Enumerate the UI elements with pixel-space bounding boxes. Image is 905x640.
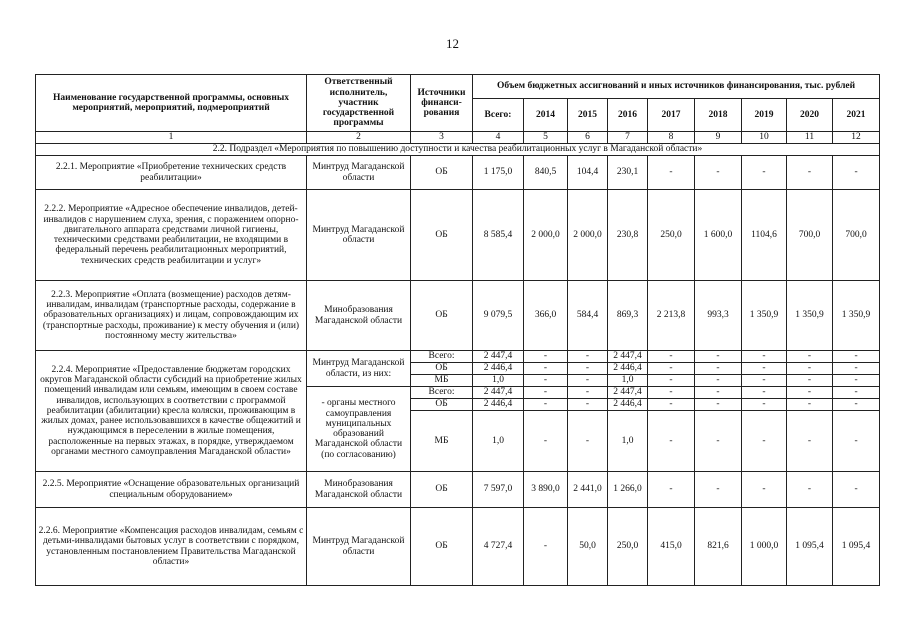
row-value: - [648,411,695,472]
table-row [36,190,880,281]
row-value: - [833,387,880,399]
row-value: 1,0 [473,375,524,387]
column-number: 9 [695,132,742,144]
row-value: - [833,156,880,190]
row-value: 366,0 [524,281,568,351]
row-executor: - органы местного самоуправления муниципальных образований Магаданской области (по согласованию) [307,387,411,472]
row-value: 1 350,9 [787,281,833,351]
row-executor: Минтруд Магаданской области, из них: [307,351,411,387]
row-value: 1 600,0 [695,190,742,281]
row-source: ОБ [411,472,473,508]
header-executor: Ответственный исполнитель, участник государственной программы [307,75,411,132]
column-number: 11 [787,132,833,144]
header-year: 2021 [833,99,880,132]
budget-table [35,74,880,586]
row-value: 1 000,0 [742,508,787,586]
row-executor: Минтруд Магаданской области [307,190,411,281]
row-source: ОБ [411,399,473,411]
row-value: 700,0 [833,190,880,281]
column-number: 5 [524,132,568,144]
row-value: - [787,351,833,363]
row-value: - [648,351,695,363]
header-sources: Источники финанси-рования [411,75,473,132]
row-value: - [648,472,695,508]
row-value: - [833,363,880,375]
row-value: 230,8 [608,190,648,281]
row-value: - [787,363,833,375]
page-number: 12 [446,36,459,51]
row-value: 104,4 [568,156,608,190]
column-number: 12 [833,132,880,144]
row-value: 50,0 [568,508,608,586]
row-value: 840,5 [524,156,568,190]
column-number: 8 [648,132,695,144]
row-value: 2 447,4 [608,351,648,363]
row-value: 250,0 [648,190,695,281]
row-name: 2.2.6. Мероприятие «Компенсация расходов инвалидам, семьям с детьми-инвалидами бытовых услуг в соответствии с порядком, установленным постановлением Правительства Магаданской области» [36,508,307,586]
row-value: - [524,399,568,411]
row-value: 9 079,5 [473,281,524,351]
row-value: 584,4 [568,281,608,351]
row-value: - [742,399,787,411]
row-value: - [742,156,787,190]
row-value: 3 890,0 [524,472,568,508]
row-value: 1 266,0 [608,472,648,508]
row-value: 2 000,0 [524,190,568,281]
row-value: 2 000,0 [568,190,608,281]
row-value: 2 447,4 [608,387,648,399]
row-value: - [742,472,787,508]
row-source: ОБ [411,190,473,281]
row-value: 2 446,4 [473,399,524,411]
row-value: - [524,375,568,387]
column-number: 2 [307,132,411,144]
row-value: 2 447,4 [473,351,524,363]
row-value: 821,6 [695,508,742,586]
row-value: - [648,375,695,387]
row-value: - [568,375,608,387]
row-value: - [833,399,880,411]
row-executor: Минобразования Магаданской области [307,472,411,508]
row-value: 250,0 [608,508,648,586]
row-value: - [648,363,695,375]
row-value: - [695,156,742,190]
row-value: 1,0 [608,375,648,387]
row-value: - [787,399,833,411]
row-value: 2 213,8 [648,281,695,351]
header-name: Наименование государственной программы, основных мероприятий, мероприятий, подмероприятий [36,75,307,132]
row-name: 2.2.2. Мероприятие «Адресное обеспечение инвалидов, детей-инвалидов с нарушением слуха, зрения, с поражением опорно-двигательного аппарата средствами личной гигиены, техническими средствами реабилитации, не входящими в федеральный перечень реабилитационных мероприятий, технических средств реабилитации и услуг» [36,190,307,281]
row-value: 1 350,9 [833,281,880,351]
header-year: 2016 [608,99,648,132]
row-value: - [742,375,787,387]
row-value: - [568,387,608,399]
header-year: 2020 [787,99,833,132]
column-number: 10 [742,132,787,144]
row-value: - [648,156,695,190]
row-value: - [833,411,880,472]
row-source: Всего: [411,351,473,363]
header-volume: Объем бюджетных ассигнований и иных источников финансирования, тыс. рублей [473,75,880,99]
row-value: 1,0 [473,411,524,472]
row-value: - [568,351,608,363]
row-name: 2.2.4. Мероприятие «Предоставление бюджетам городских округов Магаданской области субсидий на приобретение жилых помещений инвалидам или семьям, имеющим в своем составе инвалидов, использующих в соответствии с программой реабилитации (абилитации) кресла коляски, проживающим в жилых домах, ранее использовавшихся в качестве общежитий и нуждающимся в переселении в жилые помещения, расположенные на первых этажах, в порядке, утверждаемом органами местного самоуправления Магаданской области» [36,351,307,472]
column-number: 7 [608,132,648,144]
row-value: - [568,399,608,411]
row-value: - [742,387,787,399]
header-year: 2014 [524,99,568,132]
row-source: ОБ [411,363,473,375]
row-value: 7 597,0 [473,472,524,508]
row-value: - [695,363,742,375]
column-number: 3 [411,132,473,144]
table-row [36,351,880,363]
row-value: 8 585,4 [473,190,524,281]
row-source: ОБ [411,508,473,586]
row-value: 700,0 [787,190,833,281]
row-value: - [568,363,608,375]
row-value: - [524,508,568,586]
row-source: Всего: [411,387,473,399]
row-name: 2.2.3. Мероприятие «Оплата (возмещение) расходов детям-инвалидам, инвалидам (транспортные расходы, содержание в образовательных организациях) и лицам, сопровождающим их (транспортные расходы, проживание) к месту обучения и (или) постоянному месту жительства» [36,281,307,351]
row-value: - [524,351,568,363]
row-value: 1104,6 [742,190,787,281]
column-number: 6 [568,132,608,144]
row-value: - [695,399,742,411]
row-value: - [787,156,833,190]
table-row [36,156,880,190]
table-row [36,472,880,508]
row-value: 1 175,0 [473,156,524,190]
row-executor: Минтруд Магаданской области [307,156,411,190]
table-row [36,508,880,586]
row-value: - [524,387,568,399]
row-source: ОБ [411,281,473,351]
row-value: 2 447,4 [473,387,524,399]
header-total: Всего: [473,99,524,132]
header-year: 2019 [742,99,787,132]
row-value: 2 446,4 [608,363,648,375]
row-value: 415,0 [648,508,695,586]
row-name: 2.2.5. Мероприятие «Оснащение образовательных организаций специальным оборудованием» [36,472,307,508]
row-value: - [833,351,880,363]
row-value: 1 095,4 [787,508,833,586]
row-value: - [524,411,568,472]
table-row [36,281,880,351]
row-value: 869,3 [608,281,648,351]
row-executor: Минобразования Магаданской области [307,281,411,351]
row-source: ОБ [411,156,473,190]
row-value: 230,1 [608,156,648,190]
row-value: - [695,375,742,387]
row-value: 4 727,4 [473,508,524,586]
row-value: 2 446,4 [473,363,524,375]
row-value: 993,3 [695,281,742,351]
row-value: - [524,363,568,375]
row-value: - [742,351,787,363]
row-source: МБ [411,411,473,472]
column-number-row [36,132,880,144]
row-value: - [695,387,742,399]
row-value: 1 350,9 [742,281,787,351]
row-value: - [833,472,880,508]
column-number: 4 [473,132,524,144]
row-value: - [648,387,695,399]
row-value: - [787,387,833,399]
row-source: МБ [411,375,473,387]
row-value: - [695,411,742,472]
row-value: - [787,472,833,508]
row-value: - [695,472,742,508]
column-number: 1 [36,132,307,144]
row-value: - [833,375,880,387]
row-value: - [787,411,833,472]
row-name: 2.2.1. Мероприятие «Приобретение технических средств реабилитации» [36,156,307,190]
row-value: - [742,411,787,472]
section-title: 2.2. Подраздел «Мероприятия по повышению доступности и качества реабилитационных услуг в Магаданской области» [36,144,880,156]
header-year: 2017 [648,99,695,132]
row-value: 1,0 [608,411,648,472]
row-value: - [742,363,787,375]
header-year: 2015 [568,99,608,132]
row-value: - [695,351,742,363]
row-value: - [648,399,695,411]
row-value: 2 441,0 [568,472,608,508]
row-executor: Минтруд Магаданской области [307,508,411,586]
row-value: 1 095,4 [833,508,880,586]
row-value: - [787,375,833,387]
header-year: 2018 [695,99,742,132]
row-value: 2 446,4 [608,399,648,411]
row-value: - [568,411,608,472]
